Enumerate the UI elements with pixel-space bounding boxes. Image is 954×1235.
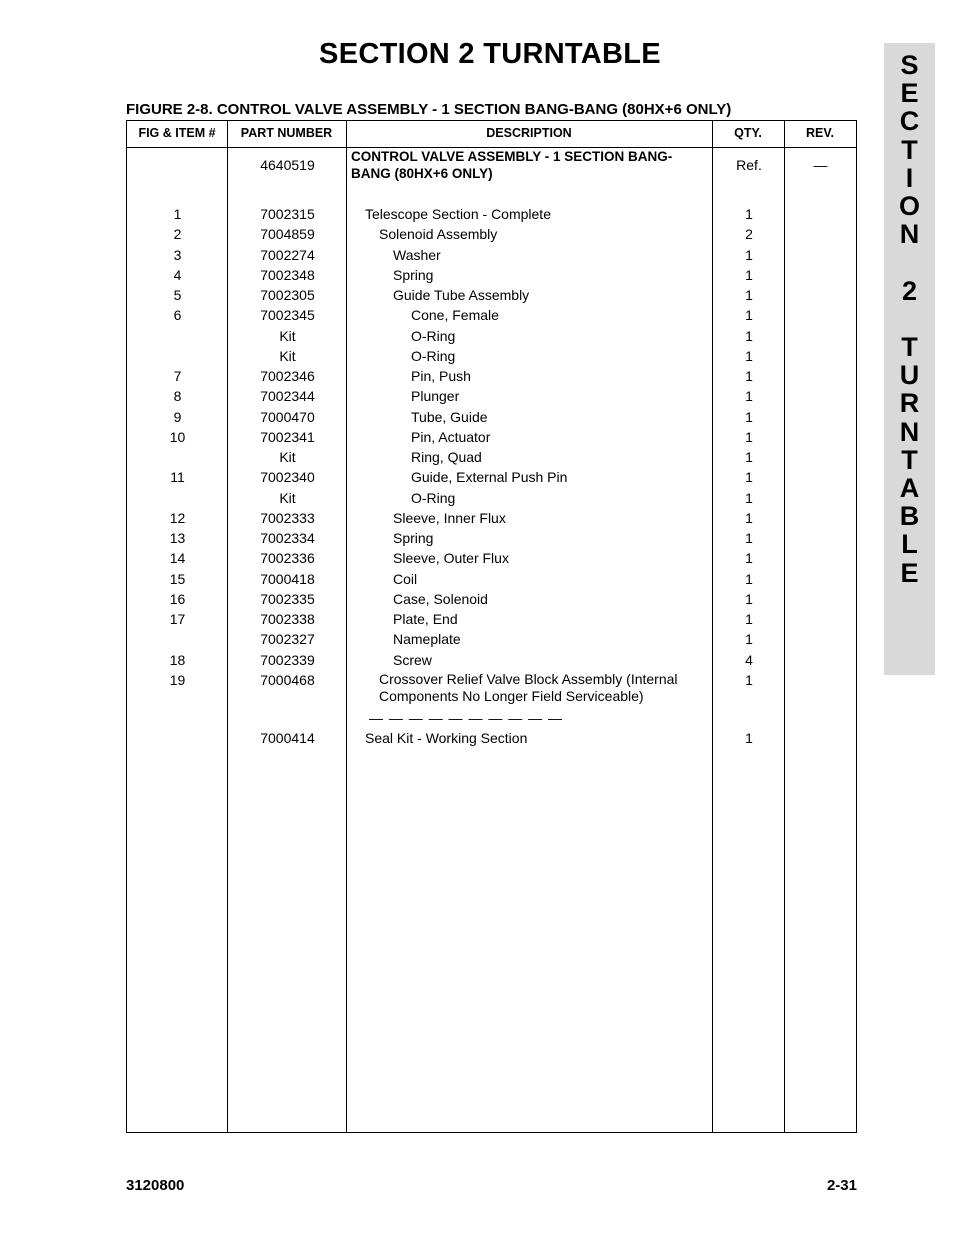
side-tab-letter: U <box>899 360 920 391</box>
part-number: 7002334 <box>260 530 315 546</box>
table-row <box>127 429 856 449</box>
fig-item: 14 <box>169 550 186 567</box>
description: Pin, Push <box>411 368 471 384</box>
side-tab-letter: S <box>900 50 919 80</box>
quantity: Ref. <box>736 157 762 173</box>
part-number: Kit <box>279 489 296 506</box>
fig-item: 17 <box>169 611 186 627</box>
quantity: 1 <box>745 469 753 486</box>
description: Ring, Quad <box>411 449 482 465</box>
part-number: 7000470 <box>260 408 315 425</box>
quantity: 1 <box>745 730 753 746</box>
quantity: 1 <box>745 428 753 445</box>
side-tab-letter: I <box>905 162 914 193</box>
table-row <box>127 490 856 510</box>
table-row <box>127 368 856 388</box>
parts-table <box>126 120 857 1133</box>
quantity: 2 <box>745 226 753 243</box>
side-tab-letter: C <box>899 106 920 137</box>
part-number: 7002341 <box>260 428 315 445</box>
fig-item: 12 <box>169 509 186 526</box>
part-number: Kit <box>279 347 296 364</box>
description: Pin, Actuator <box>411 428 491 445</box>
part-number: 7002340 <box>260 469 315 486</box>
header-description: DESCRIPTION <box>486 126 572 140</box>
assembly-row <box>127 149 856 197</box>
part-number: 4640519 <box>260 157 315 173</box>
table-row <box>127 206 856 226</box>
revision: — <box>813 157 828 173</box>
assembly-description <box>351 148 672 182</box>
side-tab-letters <box>884 51 935 587</box>
quantity: 1 <box>745 590 753 607</box>
fig-item: 1 <box>173 206 182 222</box>
description: Case, Solenoid <box>393 590 488 607</box>
quantity: 1 <box>745 631 753 648</box>
part-number: Kit <box>279 327 296 344</box>
crossover-row <box>127 672 856 712</box>
side-tab-letter: N <box>899 219 920 250</box>
table-row <box>127 591 856 611</box>
header-part: PART NUMBER <box>240 126 333 140</box>
part-number: 7000468 <box>260 672 315 688</box>
description: Plate, End <box>393 611 458 627</box>
figure-title: FIGURE 2-8. CONTROL VALVE ASSEMBLY - 1 SECTION BANG-BANG (80HX+6 ONLY) <box>126 101 732 118</box>
description: O-Ring <box>411 489 456 506</box>
quantity: 1 <box>745 287 753 303</box>
fig-item: 7 <box>173 368 182 384</box>
section-side-tab <box>884 43 935 675</box>
part-number: 7000418 <box>260 570 315 587</box>
description: Guide Tube Assembly <box>393 287 530 303</box>
description: Telescope Section - Complete <box>365 206 551 222</box>
table-row <box>127 469 856 489</box>
quantity: 1 <box>745 388 753 405</box>
side-tab-letter: T <box>901 134 918 165</box>
fig-item: 5 <box>173 287 182 303</box>
description: Nameplate <box>393 631 461 648</box>
section-title: SECTION 2 TURNTABLE <box>319 38 661 70</box>
part-number: 7002345 <box>260 307 315 324</box>
quantity: 1 <box>745 449 753 465</box>
table-row <box>127 267 856 287</box>
description: Coil <box>393 570 418 587</box>
quantity: 1 <box>745 206 753 222</box>
description: Tube, Guide <box>411 408 488 425</box>
side-tab-letter: L <box>901 529 918 560</box>
part-number: 7002305 <box>260 287 315 303</box>
description: Guide, External Push Pin <box>411 469 568 486</box>
side-tab-letter: N <box>899 416 920 447</box>
quantity: 1 <box>745 530 753 546</box>
fig-item: 9 <box>173 408 182 425</box>
part-number: 7002327 <box>260 631 315 648</box>
fig-item: 15 <box>169 570 186 587</box>
description: Spring <box>393 530 434 546</box>
description: Cone, Female <box>411 307 499 324</box>
part-number: Kit <box>279 449 296 465</box>
crossover-description <box>379 671 699 705</box>
side-tab-letter: A <box>899 473 920 504</box>
quantity: 1 <box>745 611 753 627</box>
side-tab-letter: E <box>900 557 919 588</box>
part-number: 7002346 <box>260 368 315 384</box>
fig-item: 8 <box>173 388 182 405</box>
fig-item: 3 <box>173 246 182 263</box>
quantity: 1 <box>745 327 753 344</box>
part-number: 7002348 <box>260 266 315 283</box>
side-tab-letter: O <box>898 191 920 222</box>
quantity: 1 <box>745 509 753 526</box>
header-fig: FIG & ITEM # <box>138 126 216 140</box>
description: Plunger <box>411 388 460 405</box>
fig-item: 16 <box>169 590 186 607</box>
description: O-Ring <box>411 347 456 364</box>
fig-item: 19 <box>169 672 186 688</box>
fig-item: 2 <box>173 226 182 243</box>
description: Washer <box>393 246 441 263</box>
part-number: 7002335 <box>260 590 315 607</box>
document-number: 3120800 <box>126 1177 185 1194</box>
table-row <box>127 530 856 550</box>
side-tab-letter <box>884 305 935 333</box>
table-row <box>127 328 856 348</box>
table-row <box>127 226 856 246</box>
table-row <box>127 449 856 469</box>
table-row <box>127 388 856 408</box>
quantity: 1 <box>745 550 753 567</box>
part-number: 7002339 <box>260 651 315 668</box>
page-number: 2-31 <box>826 1177 857 1194</box>
fig-item: 6 <box>173 307 182 324</box>
side-tab-letter: 2 <box>901 275 918 306</box>
description: O-Ring <box>411 327 456 344</box>
table-row <box>127 631 856 651</box>
part-number: 7002274 <box>260 246 315 263</box>
description: Sleeve, Outer Flux <box>393 550 509 567</box>
table-row <box>127 652 856 672</box>
table-row <box>127 409 856 429</box>
side-tab-letter: R <box>899 388 920 419</box>
table-row <box>127 571 856 591</box>
separator-dashes: — — — — — — — — — — <box>369 710 564 726</box>
fig-item: 13 <box>169 530 186 546</box>
table-row <box>127 307 856 327</box>
quantity: 1 <box>745 307 753 324</box>
fig-item: 4 <box>173 266 182 283</box>
quantity: 1 <box>745 570 753 587</box>
side-tab-letter: T <box>901 332 918 363</box>
fig-item: 10 <box>169 428 186 445</box>
fig-item: 11 <box>170 469 185 486</box>
table-row <box>127 550 856 570</box>
quantity: 1 <box>745 489 753 506</box>
description: Solenoid Assembly <box>379 226 498 243</box>
table-row <box>127 611 856 631</box>
quantity: 4 <box>745 651 753 668</box>
quantity: 1 <box>745 246 753 263</box>
description: Spring <box>393 266 434 283</box>
table-row <box>127 510 856 530</box>
side-tab-letter: E <box>900 78 919 109</box>
quantity: 1 <box>745 368 753 384</box>
part-number: 7002315 <box>260 206 315 222</box>
quantity: 1 <box>745 266 753 283</box>
table-row <box>127 247 856 267</box>
side-tab-letter <box>884 248 935 276</box>
seal-kit-row <box>127 730 856 750</box>
assembly-description-line1: CONTROL VALVE ASSEMBLY - 1 SECTION BANG- <box>351 149 673 164</box>
part-number: 7002336 <box>260 550 315 567</box>
table-row <box>127 287 856 307</box>
part-number: 7002333 <box>260 509 315 526</box>
table-row <box>127 348 856 368</box>
description: Screw <box>393 651 432 668</box>
part-number: 7002344 <box>260 388 315 405</box>
part-number: 7002338 <box>260 611 315 627</box>
assembly-description-line2: BANG (80HX+6 ONLY) <box>351 166 493 181</box>
part-number: 7000414 <box>260 730 315 746</box>
part-number: 7004859 <box>260 226 315 243</box>
description: Seal Kit - Working Section <box>365 730 528 746</box>
side-tab-letter: B <box>899 501 920 532</box>
crossover-description-line2: Components No Longer Field Serviceable) <box>379 688 644 704</box>
header-qty: QTY. <box>734 126 762 140</box>
description: Sleeve, Inner Flux <box>393 509 506 526</box>
quantity: 1 <box>745 672 753 688</box>
header-rev: REV. <box>805 126 835 140</box>
crossover-description-line1: Crossover Relief Valve Block Assembly (Internal <box>379 671 678 687</box>
quantity: 1 <box>745 408 753 425</box>
fig-item: 18 <box>169 651 186 668</box>
side-tab-letter: T <box>901 444 918 475</box>
quantity: 1 <box>745 347 753 364</box>
